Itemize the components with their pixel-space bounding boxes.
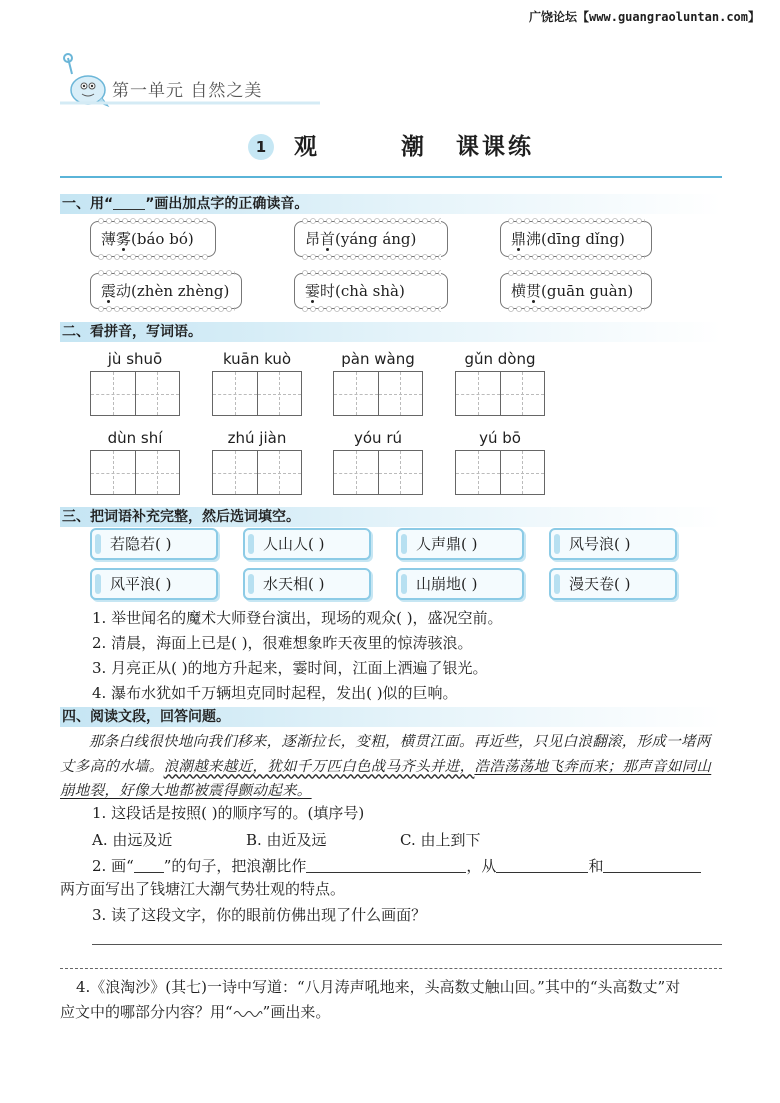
writing-cell[interactable] [136,451,180,494]
passage-wavy-part: 浪潮越来越近，犹如千万匹白色战马齐头并进， [163,758,475,775]
question-2 [92,855,701,876]
lesson-number-badge: 1 [248,134,274,160]
underline-mark [113,194,145,210]
writing-grid[interactable] [333,450,423,495]
question-4: 4.《浪淘沙》(其七)一诗中写道：“八月涛声吼地来，头高数丈触山回。”其中的“头高数丈”对 [76,978,681,996]
writing-grid[interactable] [333,371,423,416]
pinyin-label: yú bō [479,429,521,447]
dotted-character: 鼎 [511,230,527,248]
question-4-part-c: ”画出来。 [262,1003,331,1021]
writing-grid[interactable] [90,450,180,495]
idiom-box[interactable]: 人声鼎( ) [396,528,524,560]
section4-heading: 四、阅读文段，回答问题。 [60,707,722,727]
section1-heading [60,194,722,214]
unit-title: 第一单元 自然之美 [112,81,263,101]
question-3: 3. 读了这段文字，你的眼前仿佛出现了什么画面？ [92,906,427,924]
writing-cell[interactable] [456,451,501,494]
writing-grid[interactable] [212,450,302,495]
question-4-continued [60,1001,330,1022]
scallop-border [301,254,441,260]
writing-cell[interactable] [334,372,379,415]
answer-blank-2[interactable] [496,857,588,873]
pinyin-label: kuān kuò [222,350,292,368]
writing-cell[interactable] [501,372,545,415]
pinyin-options: (dīng dǐng) [541,230,625,248]
question-1-option-a: A. 由远及近 [92,831,173,849]
word-prefix: 薄 [101,230,117,248]
scallop-border [97,218,209,224]
underline-mark [134,857,164,873]
dotted-character: 贯 [526,282,542,300]
scallop-border [507,270,645,276]
writing-cell[interactable] [258,451,302,494]
word-suffix: 沸 [526,230,542,248]
answer-blank-3[interactable] [603,857,701,873]
pinyin-choice-box[interactable] [90,221,216,257]
writing-cell[interactable] [213,451,258,494]
passage-part-a: 那条白线很快地向我们移来，逐渐拉长，变粗，横贯江面。再近些，只见白浪翻滚，形成一堵两丈多高的水墙。 [60,734,711,775]
dotted-character: 震 [101,282,117,300]
pinyin-label: jù shuō [107,350,163,368]
scallop-border [507,254,645,260]
writing-cell[interactable] [379,372,423,415]
pinyin-options: (báo bó) [131,230,194,248]
question-4-part-b: 应文中的哪部分内容？用“ [60,1003,233,1021]
scallop-border [97,270,235,276]
question-2-continued: 两方面写出了钱塘江大潮气势壮观的特点。 [60,880,346,898]
wavy-line-mark [233,1008,263,1018]
idiom-box[interactable]: 风平浪( ) [90,568,218,600]
lesson-title: 观 潮 [294,133,463,160]
pinyin-choice-box[interactable] [500,273,652,309]
scallop-border [97,254,209,260]
pinyin-choice-box[interactable] [500,221,652,257]
pinyin-options: (yáng áng) [335,230,417,248]
section2-heading: 二、看拼音，写词语。 [60,322,722,342]
writing-cell[interactable] [379,451,423,494]
reading-passage [60,730,722,804]
title-divider [60,176,722,178]
question-1-option-c: C. 由上到下 [400,831,481,849]
dotted-character: 首 [320,230,336,248]
idiom-box[interactable]: 山崩地( ) [396,568,524,600]
writing-cell[interactable] [258,372,302,415]
pinyin-label: pàn wàng [341,350,415,368]
question-2-part-d: 和 [588,857,604,875]
writing-grid[interactable] [212,371,302,416]
pinyin-options: (chà shà) [335,282,405,300]
scallop-border [301,270,441,276]
section3-heading: 三、把词语补充完整，然后选词填空。 [60,507,722,527]
fill-in-question: 2. 清晨，海面上已是( )，很难想象昨天夜里的惊涛骇浪。 [92,634,473,652]
answer-line-2[interactable] [60,968,722,969]
scallop-border [507,218,645,224]
scallop-border [97,306,235,312]
idiom-box[interactable]: 漫天卷( ) [549,568,677,600]
pinyin-label: dùn shí [107,429,163,447]
question-2-part-b: ”的句子，把浪潮比作 [163,857,307,875]
fill-in-question: 4. 瀑布水犹如千万辆坦克同时起程，发出( )似的巨响。 [92,684,458,702]
scallop-border [301,218,441,224]
word-prefix: 横 [511,282,527,300]
passage-underlined-part: 浩浩荡荡地飞奔而来；那声音如同山崩地裂，好像大地都被震得颤动起来。 [60,758,712,799]
pinyin-label: yóu rú [353,429,402,447]
answer-line-1[interactable] [92,944,722,945]
scallop-border [301,306,441,312]
word-prefix: 昂 [305,230,321,248]
scallop-border [507,306,645,312]
pinyin-choice-box[interactable] [294,221,448,257]
pinyin-label: gǔn dòng [464,350,536,368]
writing-cell[interactable] [136,372,180,415]
fill-in-question: 1. 举世闻名的魔术大师登台演出，现场的观众( )，盛况空前。 [92,609,503,627]
word-suffix: 动 [116,282,132,300]
answer-blank-1[interactable] [306,857,466,873]
question-2-part-c: ，从 [466,857,497,875]
idiom-box[interactable]: 水天相( ) [243,568,371,600]
watermark: 广饶论坛【www.guangraoluntan.com】 [529,10,760,24]
pinyin-label: zhú jiàn [227,429,287,447]
idiom-box[interactable]: 风号浪( ) [549,528,677,560]
question-1: 1. 这段话是按照( )的顺序写的。(填序号) [92,804,365,822]
writing-cell[interactable] [213,372,258,415]
dotted-character: 雾 [116,230,132,248]
fill-in-question: 3. 月亮正从( )的地方升起来，霎时间，江面上洒遍了银光。 [92,659,488,677]
question-1-option-b: B. 由近及远 [246,831,327,849]
question-2-part-a: 2. 画“ [92,857,134,875]
pinyin-choice-box[interactable] [294,273,448,309]
section1-heading-post: ”画出加点字的正确读音。 [145,196,309,212]
writing-cell[interactable] [456,372,501,415]
lesson-tag: 课课练 [456,134,534,160]
section1-heading-pre: 一、用“ [62,196,114,212]
idiom-box[interactable]: 人山人( ) [243,528,371,560]
idiom-box[interactable]: 若隐若( ) [90,528,218,560]
word-suffix: 时 [320,282,336,300]
writing-cell[interactable] [91,372,136,415]
pinyin-options: (guān guàn) [541,282,634,300]
writing-grid[interactable] [90,371,180,416]
pinyin-options: (zhèn zhèng) [131,282,230,300]
dotted-character: 霎 [305,282,321,300]
writing-cell[interactable] [501,451,545,494]
writing-grid[interactable] [455,450,545,495]
pinyin-choice-box[interactable] [90,273,242,309]
writing-cell[interactable] [334,451,379,494]
writing-cell[interactable] [91,451,136,494]
writing-grid[interactable] [455,371,545,416]
